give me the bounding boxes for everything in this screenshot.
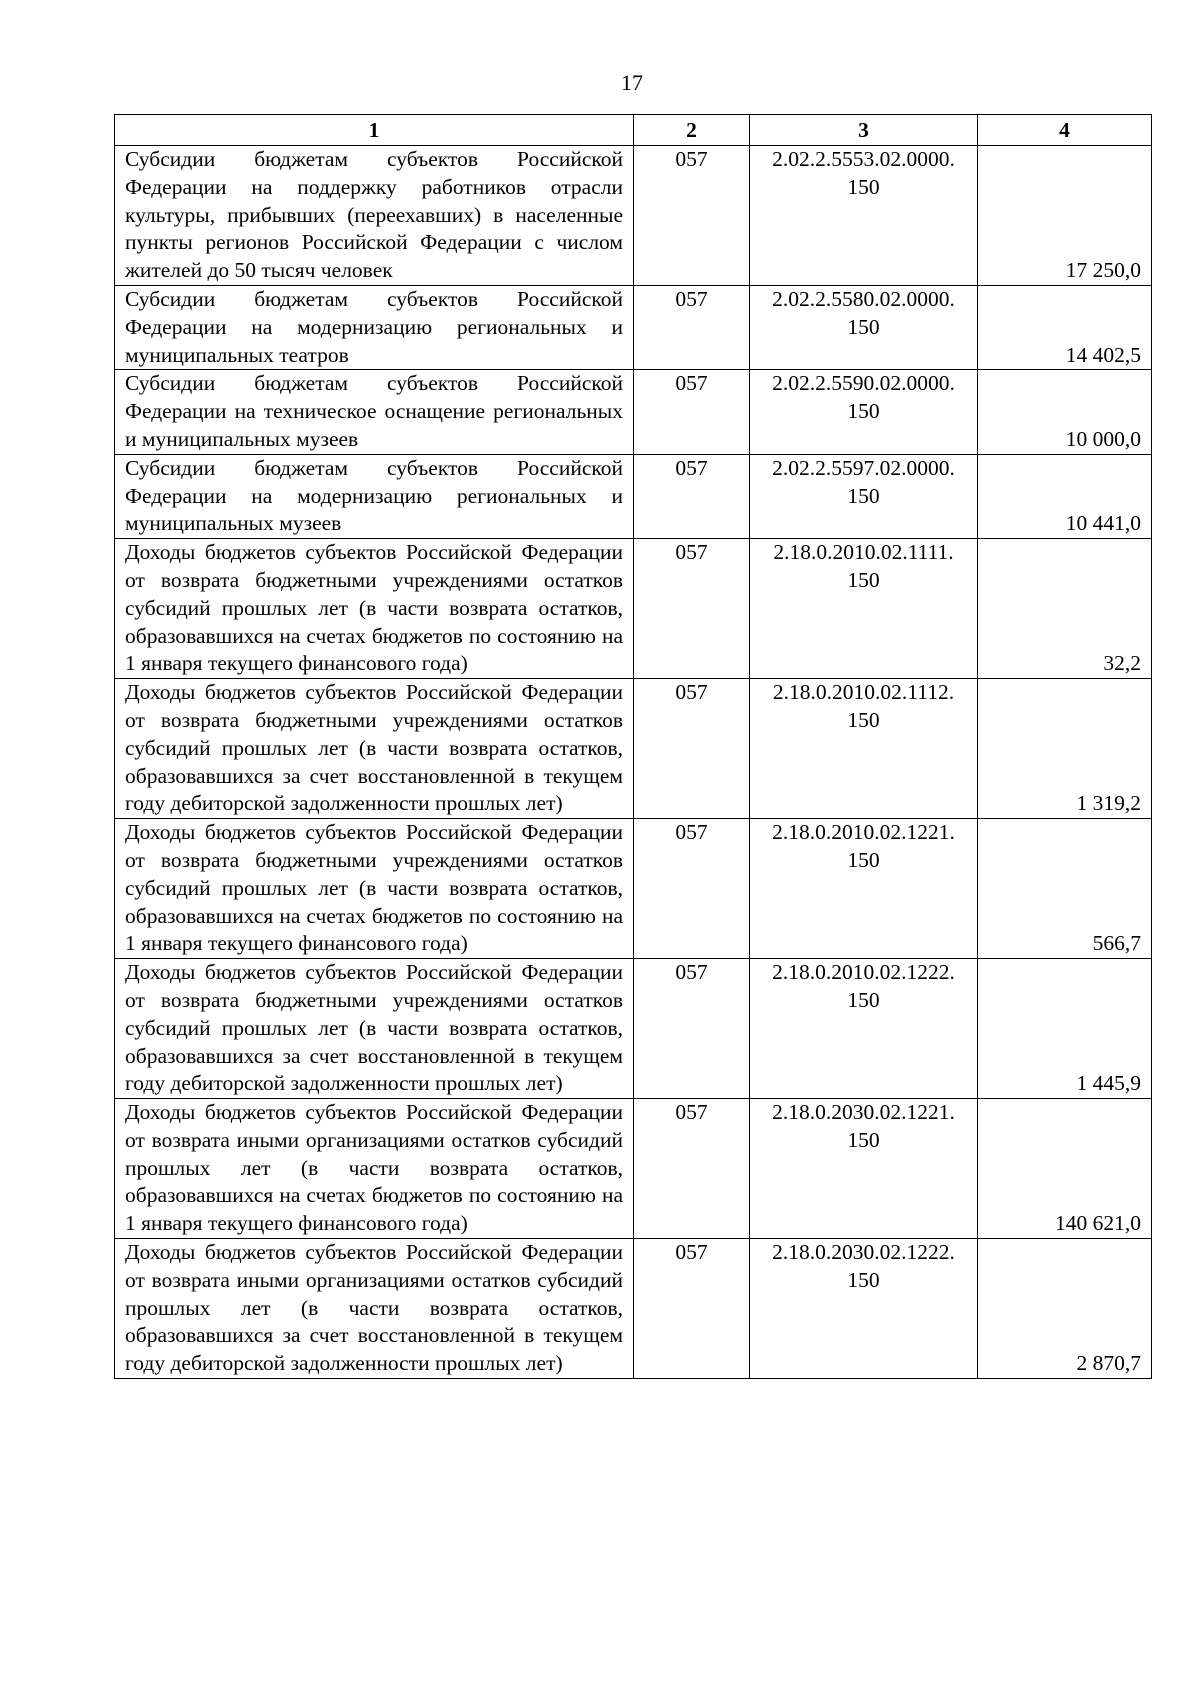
table-row: [115, 146, 1152, 286]
admin-code-cell: 057: [634, 679, 750, 819]
table-row: [115, 370, 1152, 454]
amount-cell: 566,7: [978, 819, 1152, 959]
amount-cell: 17 250,0: [978, 146, 1152, 286]
table-row: [115, 1239, 1152, 1379]
amount-cell: 10 441,0: [978, 454, 1152, 538]
budget-code-cell: 2.02.2.5590.02.0000. 150: [750, 370, 978, 454]
header-col-2: 2: [634, 115, 750, 146]
income-name-cell: Доходы бюджетов субъектов Российской Федерации от возврата бюджетными учреждениями остатков субсидий прошлых лет (в части возврата остатков, образовавшихся на счетах бюджетов по состоянию на 1 января текущего финансового года): [115, 539, 634, 679]
budget-code-cell: 2.02.2.5597.02.0000. 150: [750, 454, 978, 538]
budget-code-cell: 2.18.0.2010.02.1221. 150: [750, 819, 978, 959]
amount-cell: 32,2: [978, 539, 1152, 679]
admin-code-cell: 057: [634, 454, 750, 538]
amount-cell: 10 000,0: [978, 370, 1152, 454]
header-col-4: 4: [978, 115, 1152, 146]
table-header-row: [115, 115, 1152, 146]
admin-code-cell: 057: [634, 959, 750, 1099]
table-row: [115, 454, 1152, 538]
admin-code-cell: 057: [634, 146, 750, 286]
income-name-cell: Доходы бюджетов субъектов Российской Федерации от возврата бюджетными учреждениями остатков субсидий прошлых лет (в части возврата остатков, образовавшихся за счет восстановленной в текущем году дебиторской задолженности прошлых лет): [115, 959, 634, 1099]
amount-cell: 2 870,7: [978, 1239, 1152, 1379]
income-name-cell: Доходы бюджетов субъектов Российской Федерации от возврата иными организациями остатков субсидий прошлых лет (в части возврата остатков, образовавшихся на счетах бюджетов по состоянию на 1 января текущего финансового года): [115, 1099, 634, 1239]
budget-table: [114, 114, 1152, 1379]
table-row: [115, 539, 1152, 679]
amount-cell: 14 402,5: [978, 285, 1152, 369]
table-row: [115, 959, 1152, 1099]
amount-cell: 1 445,9: [978, 959, 1152, 1099]
income-name-cell: Доходы бюджетов субъектов Российской Федерации от возврата бюджетными учреждениями остатков субсидий прошлых лет (в части возврата остатков, образовавшихся на счетах бюджетов по состоянию на 1 января текущего финансового года): [115, 819, 634, 959]
header-col-1: 1: [115, 115, 634, 146]
budget-code-cell: 2.18.0.2010.02.1111. 150: [750, 539, 978, 679]
budget-code-cell: 2.02.2.5553.02.0000. 150: [750, 146, 978, 286]
admin-code-cell: 057: [634, 819, 750, 959]
page-number: 17: [621, 70, 643, 95]
admin-code-cell: 057: [634, 285, 750, 369]
admin-code-cell: 057: [634, 539, 750, 679]
amount-cell: 140 621,0: [978, 1099, 1152, 1239]
budget-code-cell: 2.18.0.2010.02.1222. 150: [750, 959, 978, 1099]
income-name-cell: Субсидии бюджетам субъектов Российской Федерации на техническое оснащение региональных и муниципальных музеев: [115, 370, 634, 454]
admin-code-cell: 057: [634, 1239, 750, 1379]
income-name-cell: Субсидии бюджетам субъектов Российской Федерации на модернизацию региональных и муниципальных музеев: [115, 454, 634, 538]
table-row: [115, 1099, 1152, 1239]
admin-code-cell: 057: [634, 1099, 750, 1239]
budget-code-cell: 2.18.0.2030.02.1221. 150: [750, 1099, 978, 1239]
amount-cell: 1 319,2: [978, 679, 1152, 819]
budget-code-cell: 2.18.0.2010.02.1112. 150: [750, 679, 978, 819]
income-name-cell: Субсидии бюджетам субъектов Российской Федерации на модернизацию региональных и муниципальных театров: [115, 285, 634, 369]
budget-code-cell: 2.18.0.2030.02.1222. 150: [750, 1239, 978, 1379]
income-name-cell: Субсидии бюджетам субъектов Российской Федерации на поддержку работников отрасли культуры, прибывших (переехавших) в населенные пункты регионов Российской Федерации с числом жителей до 50 тысяч человек: [115, 146, 634, 286]
admin-code-cell: 057: [634, 370, 750, 454]
budget-code-cell: 2.02.2.5580.02.0000. 150: [750, 285, 978, 369]
table-row: [115, 285, 1152, 369]
table-row: [115, 819, 1152, 959]
income-name-cell: Доходы бюджетов субъектов Российской Федерации от возврата иными организациями остатков субсидий прошлых лет (в части возврата остатков, образовавшихся за счет восстановленной в текущем году дебиторской задолженности прошлых лет): [115, 1239, 634, 1379]
header-col-3: 3: [750, 115, 978, 146]
income-name-cell: Доходы бюджетов субъектов Российской Федерации от возврата бюджетными учреждениями остатков субсидий прошлых лет (в части возврата остатков, образовавшихся за счет восстановленной в текущем году дебиторской задолженности прошлых лет): [115, 679, 634, 819]
table-row: [115, 679, 1152, 819]
